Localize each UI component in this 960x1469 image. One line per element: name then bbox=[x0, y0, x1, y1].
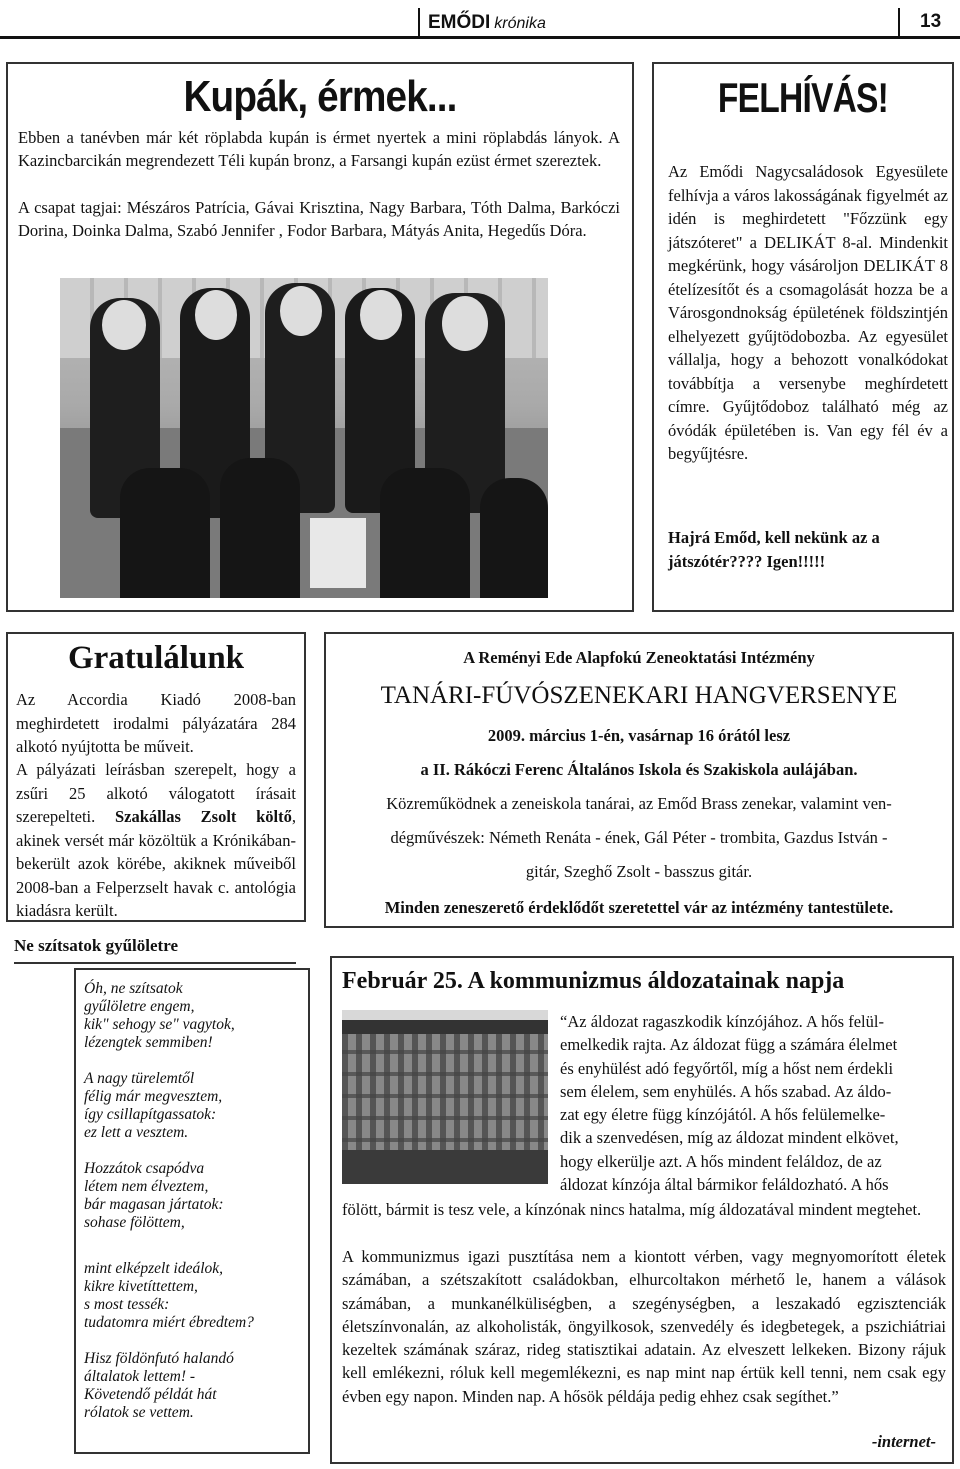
concert-performers-1: Közreműködnek a zeneiskola tanárai, az Emőd Brass zenekar, valamint ven- bbox=[386, 794, 892, 813]
concert-article bbox=[324, 632, 954, 928]
kupak-intro: Ebben a tanévben már két röplabda kupán is érmet nyertek a mini röplabdás lányok. A Kazincbarcikán megrendezett Téli kupán bronz, a Farsangi kupán ezüst érmet szereztek. bbox=[18, 128, 620, 170]
poem-line: általatok lettem! - bbox=[84, 1368, 196, 1385]
gratulalunk-p2-rest: , akinek versét már közöltük a Krónikában-bekerült azok körébe, akiknek műveiből 2008-ban a Felperzselt havak c. antológia kiadásra került. bbox=[16, 807, 297, 920]
kupak-title: Kupák, érmek... bbox=[183, 72, 457, 121]
poem-line: s most tessék: bbox=[84, 1296, 170, 1313]
quote-line: hogy elkerülje azt. A hős mindent feláldoz, de az bbox=[560, 1151, 882, 1171]
quote-line: “Az áldozat ragaszkodik kínzójához. A hős felül- bbox=[560, 1012, 884, 1031]
poem-line: mint elképzelt ideálok, bbox=[84, 1260, 224, 1277]
quote-line: zat egy életre függ kínzójától. A hős felülemelke- bbox=[560, 1105, 886, 1125]
kommunizmus-body: A kommunizmus igazi pusztítása nem a kiontott vérben, vagy megnyomorított életek számában, a szétszakított családokban, elhurcoltakon mérhető le, hanem a válások számában, a munkanélküliségben, a szegénységben, a leszakadó egzisztenciák életszínvonalán, az alkoholisták, öngyilkosok, szenvedély és idegbetegek, a pszichiátriai kezeltek számának száraz, rideg statisztikai adatain. Az elveszett lelkeken. Bizony rájuk kell emlékezni, róluk kell megemlékezni, es nap mint nap értük kell tenni, nem csak egy évben egy napon. Minden nap. A hősök példája pedig ehhez csak segíthet.” bbox=[342, 1247, 946, 1406]
quote-line: emelkedik rajta. Az áldozat függ a számára élelmet bbox=[560, 1035, 898, 1055]
poem-line: bár magasan jártatok: bbox=[84, 1196, 224, 1213]
concert-performers-2: dégművészek: Németh Renáta - ének, Gál Péter - trombita, Gazdus István - bbox=[390, 828, 888, 847]
poem-line: kikre kivetíttettem, bbox=[84, 1278, 198, 1295]
gratulalunk-title: Gratulálunk bbox=[67, 640, 245, 676]
concert-institution: A Reményi Ede Alapfokú Zeneoktatási Intézmény bbox=[463, 648, 815, 667]
poem-line: lézengtek semmiben! bbox=[84, 1034, 213, 1051]
poem-line: tudatomra miért ébredtem? bbox=[84, 1314, 254, 1331]
poem-line: Óh, ne szítsatok bbox=[84, 980, 183, 997]
concert-performers-3: gitár, Szeghő Zsolt - basszus gitár. bbox=[525, 862, 753, 881]
quote-line: dik a szenvedésen, míg az áldozat mindent elkövet, bbox=[560, 1128, 899, 1148]
poem-line: Hozzátok csapódva bbox=[84, 1160, 205, 1177]
concert-closing: Minden zeneszerető érdeklődőt szeretettel vár az intézmény tantestülete. bbox=[384, 898, 894, 917]
concert-title: TANÁRI-FÚVÓSZENEKARI HANGVERSENYE bbox=[380, 682, 898, 709]
kommunizmus-title: Február 25. A kommunizmus áldozatainak napja bbox=[342, 968, 845, 994]
page-number-divider bbox=[898, 8, 900, 36]
page-header bbox=[0, 0, 960, 45]
brand-name: EMŐDI bbox=[428, 12, 491, 33]
concert-venue: a II. Rákóczi Ferenc Általános Iskola és Szakiskola aulájában. bbox=[420, 760, 858, 779]
poem-line: így csillapítgassatok: bbox=[84, 1106, 217, 1123]
kupak-article bbox=[6, 62, 634, 612]
gratulalunk-p1: Az Accordia Kiadó 2008-ban meghirdetett irodalmi pályázatára 284 alkotó nyújtotta be műveit. bbox=[16, 690, 296, 756]
poem-line: gyűlöletre engem, bbox=[84, 998, 195, 1015]
kommunizmus-article bbox=[330, 956, 954, 1464]
team-photo bbox=[60, 278, 548, 598]
felhivas-title: FELHÍVÁS! bbox=[717, 74, 889, 121]
poem-stanza bbox=[84, 1350, 306, 1422]
poem-stanza bbox=[84, 1160, 306, 1232]
poem-line: Hisz földönfutó halandó bbox=[84, 1350, 234, 1367]
kommunizmus-source: -internet- bbox=[871, 1432, 936, 1451]
quote-line: áldozat kínzója által bármikor feláldozható. A hős bbox=[560, 1175, 889, 1195]
felhivas-closing: Hajrá Emőd, kell nekünk az a játszótér???? Igen!!!!! bbox=[668, 528, 880, 571]
kommunizmus-quote bbox=[560, 1010, 948, 1196]
header-rule bbox=[0, 36, 960, 39]
poem-stanzas bbox=[84, 980, 306, 1422]
poem-line: Követendő példát hát bbox=[84, 1386, 217, 1403]
poem-line: félig már megvesztem, bbox=[84, 1088, 223, 1105]
memorial-building-photo bbox=[342, 1010, 548, 1184]
poem-line: létem nem élveztem, bbox=[84, 1178, 209, 1195]
gratulalunk-p2-text: A pályázati leírásban szerepelt, hogy a zsűri 25 alkotó válogatott írásait szerepelteti. bbox=[16, 760, 296, 826]
kupak-team-members: A csapat tagjai: Mészáros Patrícia, Gávai Krisztina, Nagy Barbara, Tóth Dalma, Barkóczi Dorina, Doinka Dalma, Szabó Jennifer , Fodor Barbara, Mátyás Anita, Hegedűs Dóra. bbox=[18, 198, 620, 240]
poet-name: Szakállas Zsolt költő bbox=[114, 807, 292, 826]
gratulalunk-p2 bbox=[16, 758, 296, 923]
poem-line: A nagy türelemtől bbox=[84, 1070, 195, 1087]
kommunizmus-quote-cont: fölött, bármit is tesz vele, a kínzónak nincs hatalma, míg áldozatával mindent megtehet. bbox=[342, 1200, 922, 1219]
poem-line: ez lett a vesztem. bbox=[84, 1124, 189, 1141]
concert-date: 2009. március 1-én, vasárnap 16 órától lesz bbox=[487, 726, 791, 745]
poem-title: Ne szítsatok gyűlöletre bbox=[14, 936, 178, 955]
brand-subtitle: krónika bbox=[494, 15, 546, 32]
poem-line: sohase fölöttem, bbox=[84, 1214, 185, 1231]
gratulalunk-article bbox=[6, 632, 306, 922]
poem-line: kik" sehogy se" vagytok, bbox=[84, 1016, 235, 1033]
poem-stanza bbox=[84, 1070, 306, 1142]
poem-stanza bbox=[84, 1260, 306, 1332]
poem-title-rule bbox=[14, 962, 296, 964]
quote-line: és enyhülést adó fegyőrtől, míg a hőst nem érdekli bbox=[560, 1058, 894, 1078]
poem-box bbox=[74, 968, 310, 1454]
quote-line: sem élelem, sem enyhülés. A hős szabad. Az áldo- bbox=[560, 1081, 892, 1101]
felhivas-article bbox=[652, 62, 954, 612]
page-number: 13 bbox=[920, 11, 942, 32]
poem-stanza bbox=[84, 980, 306, 1052]
poem-line: rólatok se vettem. bbox=[84, 1404, 194, 1421]
felhivas-body: Az Emődi Nagycsaládosok Egyesülete felhívja a város lakosságának figyelmét az idén is meghirdetett "Főzzünk egy játszóteret" a DELIKÁT 8-al. Mindenkit megkérünk, hogy vásároljon DELIKÁT 8 ételízesítőt és a csomagolását hozza be a Városgondnokság épületének földszintjén elhelyezett gyűjtödobozba. Az egyesület vállalja, hogy a behozott vonalkódokat továbbítja a versenybe meghírdetett címre. Gyűjtődoboz található még az óvódák épületében is. Van egy fél év a begyűjtésre. bbox=[668, 162, 948, 463]
